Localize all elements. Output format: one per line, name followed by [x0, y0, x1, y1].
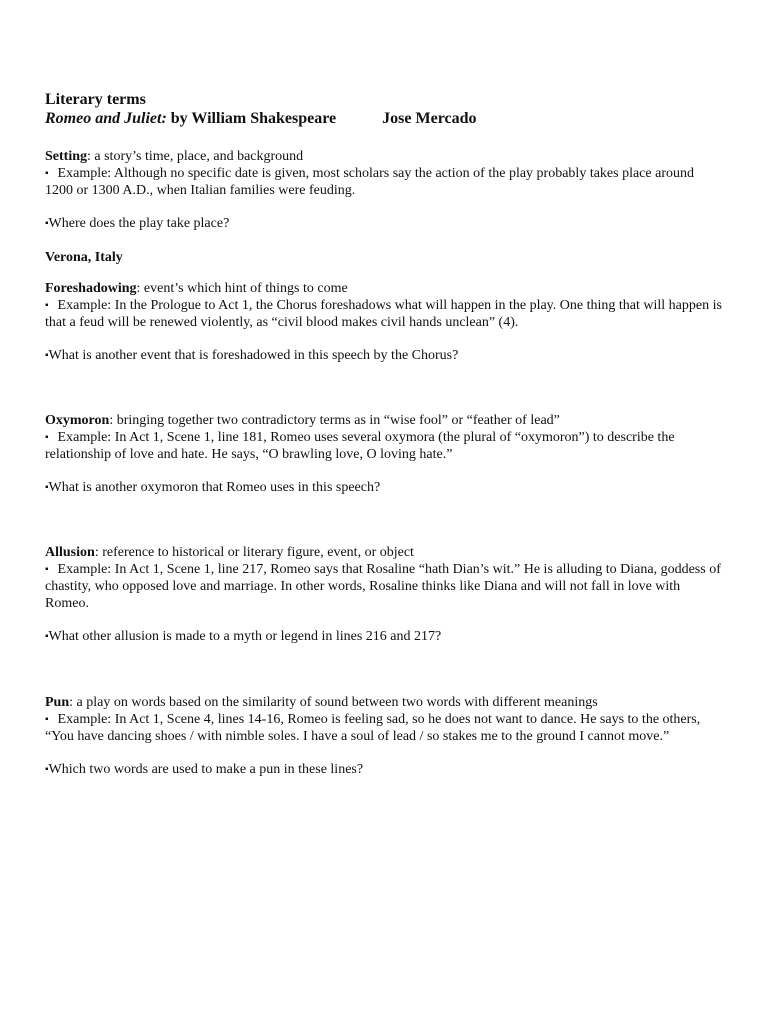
question-line	[45, 480, 725, 498]
bullet-icon: ▪	[45, 167, 49, 179]
question-text: What is another oxymoron that Romeo uses in this speech?	[48, 480, 381, 495]
bullet-icon: ▪	[45, 350, 49, 361]
student-name: Jose Mercado	[382, 110, 477, 127]
example-text	[45, 298, 725, 332]
term-name: Pun	[45, 695, 70, 710]
question-text: Where does the play take place?	[48, 216, 230, 231]
term-definition: : reference to historical or literary figure, event, or object	[94, 545, 414, 560]
example-text	[45, 430, 725, 464]
section-allusion	[45, 545, 725, 646]
term-definition: : event’s which hint of things to come	[136, 281, 348, 296]
term-definition: : a story’s time, place, and background	[87, 149, 304, 164]
example-body: Example: In Act 1, Scene 4, lines 14-16, Romeo is feeling sad, so he does not want to dance. He says to the others, “You have dancing shoes / with nimble soles. I have a soul of lead / so stakes me to the ground I cannot move.”	[45, 711, 701, 744]
section-pun	[45, 695, 725, 780]
example-body: Example: In Act 1, Scene 1, line 217, Romeo says that Rosaline “hath Dian’s wit.” He is alluding to Diana, goddess of chastity, who opposed love and marriage. In other words, Rosaline thinks like Diana and will not fall in love with Romeo.	[45, 561, 721, 611]
question-line	[45, 629, 725, 647]
example-text	[45, 166, 725, 200]
example-text	[45, 562, 725, 613]
author-name: by William Shakespeare	[170, 110, 337, 127]
term-name: Allusion	[45, 545, 95, 560]
document-header	[45, 90, 725, 128]
bullet-icon: ▪	[45, 713, 49, 725]
bullet-icon: ▪	[45, 764, 49, 775]
section-setting	[45, 149, 725, 267]
term-definition: : bringing together two contradictory terms as in “wise fool” or “feather of lead”	[109, 413, 560, 428]
document-subtitle	[45, 109, 725, 128]
bullet-icon: ▪	[45, 482, 49, 493]
term-name: Oxymoron	[45, 413, 110, 428]
term-name: Setting	[45, 149, 87, 164]
example-body: Example: In the Prologue to Act 1, the Chorus foreshadows what will happen in the play. One thing that will happen is that a feud will be renewed violently, as “civil blood makes civil hands unclean” (4).	[45, 297, 722, 330]
document-title: Literary terms	[45, 91, 146, 108]
bullet-icon: ▪	[45, 218, 49, 229]
term-line	[45, 413, 725, 430]
example-body: Example: Although no specific date is given, most scholars say the action of the play probably takes place around 1200 or 1300 A.D., when Italian families were feuding.	[45, 165, 694, 198]
bullet-icon: ▪	[45, 431, 49, 443]
question-text: Which two words are used to make a pun in these lines?	[48, 762, 364, 777]
section-oxymoron	[45, 413, 725, 498]
play-title: Romeo and Juliet:	[45, 110, 167, 127]
question-line	[45, 216, 725, 234]
term-line	[45, 545, 725, 562]
bullet-icon: ▪	[45, 563, 49, 575]
term-name: Foreshadowing	[45, 281, 137, 296]
example-body: Example: In Act 1, Scene 1, line 181, Romeo uses several oxymora (the plural of “oxymoron”) to describe the relationship of love and hate. He says, “O brawling love, O loving hate.”	[45, 429, 675, 462]
question-text: What other allusion is made to a myth or legend in lines 216 and 217?	[48, 628, 442, 644]
section-foreshadowing	[45, 281, 725, 366]
term-definition: : a play on words based on the similarity of sound between two words with different meanings	[69, 695, 598, 710]
term-line	[45, 149, 725, 166]
example-text	[45, 712, 725, 746]
question-line	[45, 348, 725, 366]
answer-text: Verona, Italy	[45, 250, 123, 265]
term-line	[45, 695, 725, 712]
question-line	[45, 762, 725, 780]
bullet-icon: ▪	[45, 630, 49, 642]
question-text: What is another event that is foreshadowed in this speech by the Chorus?	[48, 348, 459, 363]
bullet-icon: ▪	[45, 299, 49, 311]
term-line	[45, 281, 725, 298]
